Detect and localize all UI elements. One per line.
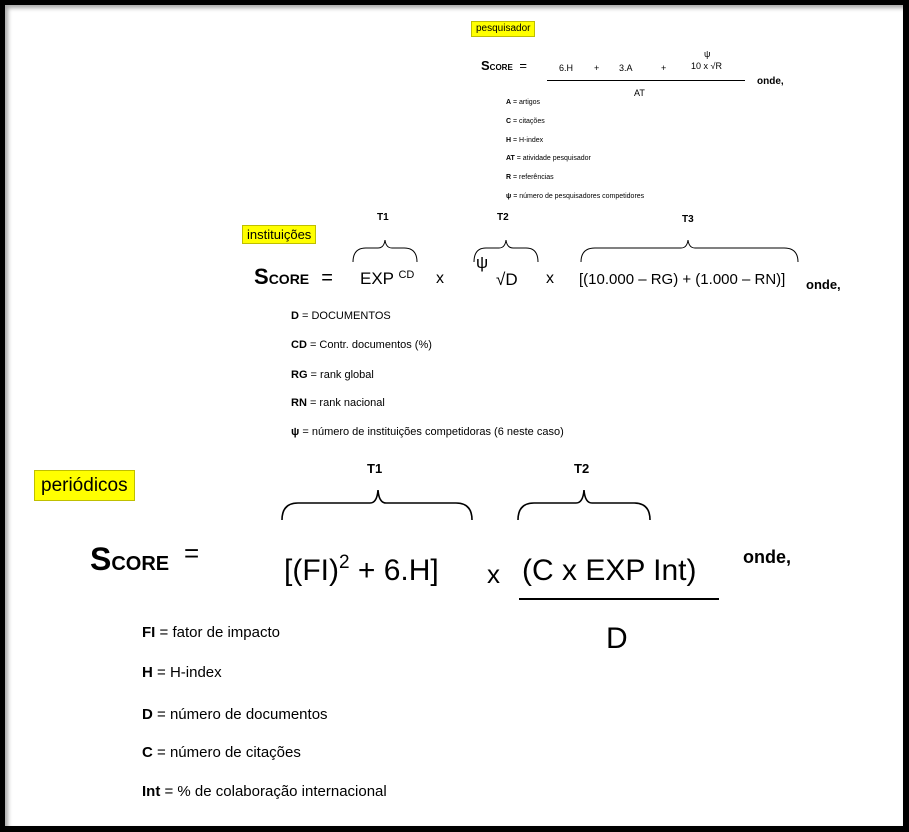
term-t1-expression [284, 552, 439, 587]
legend-item: CD = Contr. documentos (%) [291, 339, 432, 351]
tag-instituicoes: instituições [242, 225, 316, 244]
numerator: (C x EXP Int) [522, 554, 697, 587]
score-core: CORE [268, 271, 310, 287]
legend-item: RN = rank nacional [291, 397, 385, 409]
legend-item: D = número de documentos [142, 706, 328, 723]
denominator-d: D [606, 622, 628, 655]
score-s: S [481, 58, 490, 73]
brace-t1 [282, 490, 472, 520]
denominator-at: AT [634, 88, 645, 98]
expr-fi: [(FI) [284, 554, 339, 587]
label-t1: T1 [377, 212, 389, 223]
legend-item: R = referências [506, 174, 554, 181]
exp-text: EXP [360, 269, 394, 288]
score-core: CORE [111, 553, 170, 575]
score-label [90, 538, 200, 577]
bracket-expression: [(10.000 – RG) + (1.000 – RN)] [579, 271, 786, 288]
psi-symbol: ψ [476, 253, 489, 272]
root-d: √D [496, 270, 518, 289]
fraction-line [519, 598, 719, 600]
score-s: S [254, 264, 269, 289]
expr-6h: + 6.H] [349, 554, 439, 587]
score-equals: = [519, 58, 528, 73]
legend-item: H = H-index [142, 664, 222, 681]
plus-2: + [661, 63, 667, 73]
tag-periodicos: periódicos [34, 470, 135, 501]
legend-item: FI = fator de impacto [142, 624, 280, 641]
label-t3: T3 [682, 214, 694, 225]
label-t2: T2 [574, 461, 590, 476]
legend-item: C = número de citações [142, 744, 301, 761]
brace-t2 [518, 490, 650, 520]
term-3a: 3.A [619, 63, 633, 73]
term-6h: 6.H [559, 63, 574, 73]
exp-superscript: CD [398, 269, 415, 281]
legend-item: D = DOCUMENTOS [291, 310, 391, 322]
score-core: CORE [489, 63, 513, 72]
onde-label: onde, [806, 277, 841, 292]
legend-item: H = H-index [506, 137, 544, 144]
term-10xvr: 10 x √R [691, 61, 722, 71]
legend-item: AT = atividade pesquisador [506, 155, 591, 162]
onde-label: onde, [743, 547, 791, 567]
legend-item: Int = % de colaboração internacional [142, 783, 387, 800]
legend-item: ψ = número de pesquisadores competidores [506, 193, 645, 200]
onde-label: onde, [757, 76, 784, 87]
label-t1: T1 [367, 461, 383, 476]
score-equals: = [184, 538, 200, 568]
plus-1: + [594, 63, 600, 73]
legend-item: ψ = número de instituições competidoras (6 neste caso) [291, 426, 564, 438]
psi-small: ψ [704, 49, 711, 59]
score-s: S [90, 541, 112, 577]
times-symbol: x [487, 559, 500, 589]
expr-superscript: 2 [338, 552, 350, 573]
times-1: x [436, 270, 444, 287]
label-t2: T2 [497, 212, 509, 223]
tag-pesquisador: pesquisador [471, 21, 535, 37]
legend-item: RG = rank global [291, 369, 374, 381]
score-equals: = [321, 267, 333, 289]
legend-item: A = artigos [506, 99, 541, 106]
legend-item: C = citações [506, 118, 545, 125]
times-2: x [546, 270, 554, 287]
